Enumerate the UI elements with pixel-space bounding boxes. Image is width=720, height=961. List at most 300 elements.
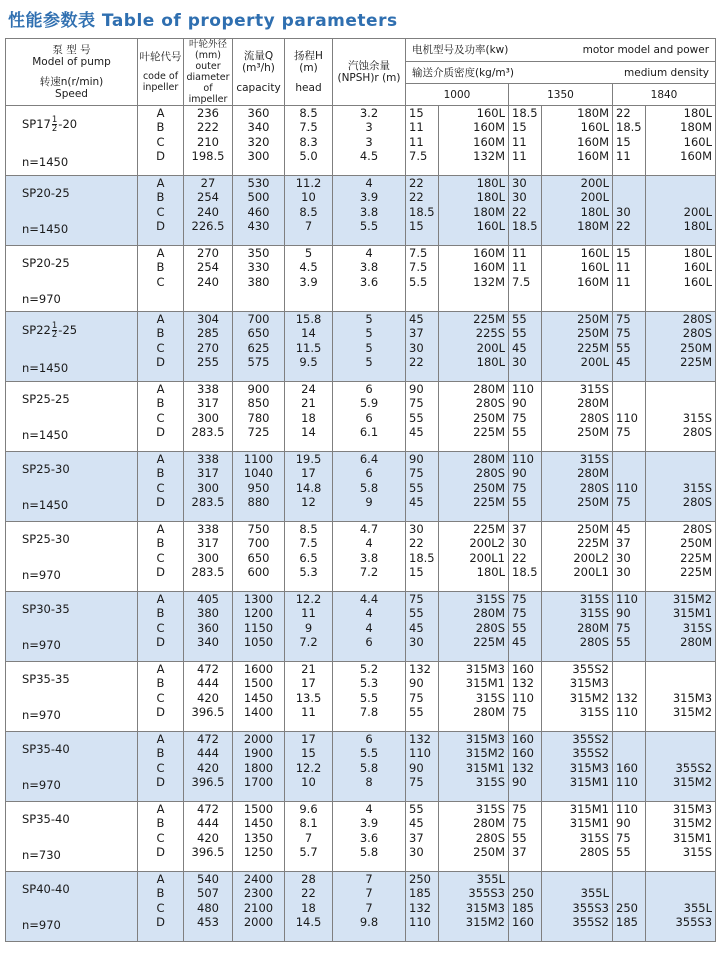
motor-1350: 355S2 <box>572 732 609 746</box>
head: 28 <box>301 872 316 886</box>
power-1350: 11 <box>512 134 527 149</box>
capacity: 2000 <box>243 915 274 930</box>
motor-1350: 200L <box>580 190 609 205</box>
motor-1840: 180L <box>683 246 713 260</box>
power-1350-cell <box>509 802 542 872</box>
motor-1840-cell <box>646 522 716 592</box>
impeller-dia: 380 <box>197 606 219 621</box>
power-1000-cell <box>406 176 439 246</box>
impeller-dia: 210 <box>197 134 219 149</box>
impeller-dia: 240 <box>197 204 219 219</box>
impeller-dia: 420 <box>197 830 219 845</box>
power-1840: 75 <box>616 620 631 635</box>
capacity: 900 <box>247 382 270 396</box>
npsh: 3.8 <box>359 204 379 219</box>
motor-1350: 180M <box>577 219 609 234</box>
power-1000: 7.5 <box>409 149 428 164</box>
impeller-dia: 285 <box>197 326 219 341</box>
motor-1350-cell <box>542 452 613 522</box>
power-1000: 132 <box>409 662 431 676</box>
power-1840: 75 <box>616 425 631 440</box>
motor-1350-cell <box>542 732 613 802</box>
power-1350: 75 <box>512 480 527 495</box>
npsh: 6.1 <box>359 425 379 440</box>
power-1000: 90 <box>409 382 424 396</box>
motor-1000: 280M <box>473 382 505 396</box>
capacity: 1450 <box>243 816 274 831</box>
pump-speed: n=1450 <box>22 498 69 512</box>
power-1000: 90 <box>409 760 424 775</box>
motor-1840 <box>646 396 712 410</box>
capacity-cell <box>233 452 285 522</box>
power-1840-cell <box>613 732 646 802</box>
power-1000-cell <box>406 452 439 522</box>
power-1840 <box>616 676 645 690</box>
head: 11.5 <box>295 340 322 355</box>
motor-1840: 355S3 <box>675 915 713 930</box>
power-1840: 110 <box>616 775 638 790</box>
impeller-code: B <box>156 606 165 621</box>
impeller-dia: 283.5 <box>191 565 225 580</box>
power-1350: 75 <box>512 816 527 831</box>
impeller-dia: 198.5 <box>191 149 225 164</box>
impeller-dia: 444 <box>197 676 219 691</box>
power-1840: 30 <box>616 565 631 580</box>
impeller-code-cell <box>138 312 184 382</box>
power-1840: 45 <box>616 355 631 370</box>
power-1840: 11 <box>616 149 631 164</box>
motor-1840-cell <box>646 246 716 312</box>
motor-1840 <box>646 190 712 204</box>
motor-1000: 280S <box>475 466 505 481</box>
impeller-code: C <box>156 900 165 915</box>
head-cell <box>285 872 333 942</box>
power-1840: 110 <box>616 802 638 816</box>
motor-1000-cell <box>439 732 509 802</box>
pump-speed: n=1450 <box>22 428 69 442</box>
motor-1350-cell <box>542 872 613 942</box>
motor-1000: 280M <box>473 816 505 831</box>
npsh: 7 <box>365 900 373 915</box>
capacity: 530 <box>247 176 270 190</box>
header-model: 泵 型 号 Model of pump 转速n(r/min) Speed <box>6 39 138 106</box>
motor-1840: 180L <box>683 106 713 120</box>
power-1000-cell <box>406 522 439 592</box>
power-1350: 160 <box>512 746 534 761</box>
motor-1000: 315M3 <box>465 662 505 676</box>
pump-speed: n=970 <box>22 778 61 792</box>
motor-1350: 225M <box>577 536 609 551</box>
motor-1840: 200L <box>683 204 713 219</box>
power-1000: 110 <box>409 746 431 761</box>
impeller-dia: 236 <box>197 106 219 120</box>
power-1000-cell <box>406 802 439 872</box>
motor-1000: 280M <box>473 705 505 720</box>
motor-1840-cell <box>646 106 716 176</box>
power-1840-cell <box>613 802 646 872</box>
motor-1840-cell <box>646 312 716 382</box>
impeller-dia: 396.5 <box>191 775 225 790</box>
power-1000: 55 <box>409 606 424 621</box>
capacity: 330 <box>247 260 270 275</box>
power-1000: 30 <box>409 635 424 650</box>
power-1840: 75 <box>616 326 631 341</box>
power-1350: 75 <box>512 802 527 816</box>
motor-1350: 315M3 <box>569 676 609 691</box>
motor-1840: 315S <box>682 845 713 860</box>
motor-1350: 315S <box>579 382 609 396</box>
npsh: 6 <box>365 732 373 746</box>
motor-1350: 160L <box>580 260 609 275</box>
impeller-dia: 338 <box>197 522 219 536</box>
head: 15.8 <box>295 312 322 326</box>
npsh: 6 <box>365 635 373 650</box>
property-table <box>5 38 716 942</box>
npsh-cell <box>333 592 406 662</box>
motor-1350: 250M <box>577 495 609 510</box>
npsh-cell <box>333 176 406 246</box>
power-1840: 90 <box>616 606 631 621</box>
pump-model-cell <box>6 106 138 176</box>
power-1840: 110 <box>616 705 638 720</box>
power-1000: 22 <box>409 190 424 205</box>
table-row <box>6 312 716 382</box>
motor-1840: 225M <box>680 565 713 580</box>
pump-model-cell <box>6 452 138 522</box>
head: 21 <box>301 396 316 411</box>
motor-1840: 315S <box>682 480 713 495</box>
power-1000: 45 <box>409 495 424 510</box>
power-1000-cell <box>406 592 439 662</box>
power-1840: 250 <box>616 900 638 915</box>
motor-1840-cell <box>646 662 716 732</box>
impeller-code: B <box>156 536 165 551</box>
impeller-code: D <box>156 149 165 164</box>
power-1840 <box>616 746 645 760</box>
power-1000-cell <box>406 312 439 382</box>
capacity: 1900 <box>243 746 274 761</box>
power-1000: 22 <box>409 355 424 370</box>
pump-model-cell <box>6 522 138 592</box>
capacity: 380 <box>247 274 270 289</box>
motor-1000: 225M <box>473 635 505 650</box>
power-1350: 30 <box>512 176 527 190</box>
power-1840-cell <box>613 522 646 592</box>
head: 10 <box>301 775 316 790</box>
motor-1350: 315M2 <box>569 690 609 705</box>
motor-1000: 200L2 <box>469 536 505 551</box>
power-1350: 110 <box>512 690 534 705</box>
impeller-dia-cell <box>184 662 233 732</box>
motor-1000: 160M <box>473 134 505 149</box>
pump-model: SP30-35 <box>22 602 70 616</box>
power-1350: 37 <box>512 845 527 860</box>
motor-1000: 160L <box>476 106 505 120</box>
motor-1000: 355S3 <box>468 886 505 901</box>
head-cell <box>285 312 333 382</box>
table-row <box>6 522 716 592</box>
pump-model: SP35-40 <box>22 812 70 826</box>
motor-1000: 132M <box>473 274 505 289</box>
capacity: 360 <box>247 106 270 120</box>
motor-1840: 160M <box>680 149 713 164</box>
power-1000: 5.5 <box>409 274 428 289</box>
power-1000: 110 <box>409 915 431 930</box>
power-1350: 11 <box>512 246 527 260</box>
power-1350: 22 <box>512 204 527 219</box>
motor-1350-cell <box>542 522 613 592</box>
capacity: 1500 <box>243 676 274 691</box>
motor-1350: 315M1 <box>569 775 609 790</box>
power-1840: 90 <box>616 816 631 831</box>
power-1350-cell <box>509 522 542 592</box>
power-1000: 15 <box>409 106 424 120</box>
power-1000-cell <box>406 872 439 942</box>
motor-1000: 225S <box>475 326 505 341</box>
head-cell <box>285 382 333 452</box>
motor-1840-cell <box>646 802 716 872</box>
head: 8.5 <box>299 522 318 536</box>
power-1840 <box>616 176 645 190</box>
motor-1000: 200L1 <box>469 550 505 565</box>
pump-model: SP25-25 <box>22 392 70 406</box>
capacity: 2300 <box>243 886 274 901</box>
motor-1350: 315M1 <box>569 816 609 831</box>
power-1000: 22 <box>409 536 424 551</box>
pump-model: SP35-40 <box>22 742 70 756</box>
motor-1000: 160L <box>476 219 505 234</box>
impeller-code: A <box>156 246 165 260</box>
motor-1840 <box>646 452 712 466</box>
impeller-code: B <box>156 816 165 831</box>
power-1840: 110 <box>616 480 638 495</box>
impeller-dia-cell <box>184 522 233 592</box>
motor-1000-cell <box>439 522 509 592</box>
power-1000: 250 <box>409 872 431 886</box>
impeller-dia: 396.5 <box>191 845 225 860</box>
pump-model: SP25-30 <box>22 462 70 476</box>
motor-1840: 280S <box>682 326 713 341</box>
motor-1840 <box>646 662 712 676</box>
power-1000-cell <box>406 382 439 452</box>
power-1840: 75 <box>616 830 631 845</box>
impeller-dia-cell <box>184 592 233 662</box>
capacity: 725 <box>247 425 270 440</box>
header-density-1350: 1350 <box>509 84 613 106</box>
impeller-dia: 405 <box>197 592 219 606</box>
head: 22 <box>301 886 316 901</box>
motor-1000: 355L <box>476 872 505 886</box>
npsh: 5.8 <box>359 845 379 860</box>
power-1840 <box>616 382 645 396</box>
capacity: 1800 <box>243 760 274 775</box>
npsh: 5.2 <box>359 662 379 676</box>
impeller-code: C <box>156 550 165 565</box>
motor-1840: 180M <box>680 120 713 135</box>
motor-1840: 315M2 <box>672 705 713 720</box>
fraction: $\frac{1}{2}$ <box>51 115 58 134</box>
npsh: 5.5 <box>359 690 379 705</box>
motor-1000: 315M1 <box>465 676 505 691</box>
capacity-cell <box>233 382 285 452</box>
power-1350-cell <box>509 732 542 802</box>
pump-model-cell <box>6 176 138 246</box>
power-1350: 45 <box>512 635 527 650</box>
motor-1840-cell <box>646 732 716 802</box>
impeller-dia-cell <box>184 106 233 176</box>
head: 7.5 <box>299 120 318 135</box>
motor-1000: 250M <box>473 480 505 495</box>
power-1840: 110 <box>616 410 638 425</box>
head: 8.5 <box>299 204 318 219</box>
motor-1840: 250M <box>680 340 713 355</box>
motor-1840 <box>646 466 712 480</box>
npsh: 4 <box>365 536 373 551</box>
power-1350-cell <box>509 872 542 942</box>
impeller-code: C <box>156 134 165 149</box>
power-1000-cell <box>406 246 439 312</box>
impeller-code: A <box>156 592 165 606</box>
pump-speed: n=970 <box>22 708 61 722</box>
impeller-code-cell <box>138 662 184 732</box>
impeller-dia: 338 <box>197 452 219 466</box>
impeller-code: B <box>156 190 165 205</box>
motor-1840: 225M <box>680 355 713 370</box>
motor-1840: 315M2 <box>672 775 713 790</box>
motor-1000-cell <box>439 106 509 176</box>
power-1350: 55 <box>512 312 527 326</box>
pump-speed: n=970 <box>22 918 61 932</box>
motor-1840: 315S <box>682 410 713 425</box>
motor-1840: 355L <box>683 900 713 915</box>
power-1350: 30 <box>512 536 527 551</box>
capacity: 1200 <box>243 606 274 621</box>
impeller-code: A <box>156 176 165 190</box>
power-1350: 55 <box>512 495 527 510</box>
npsh: 4 <box>365 606 373 621</box>
capacity-cell <box>233 872 285 942</box>
pump-speed: n=1450 <box>22 361 69 375</box>
impeller-code: D <box>156 355 165 370</box>
motor-1350-cell <box>542 592 613 662</box>
npsh: 5 <box>365 340 373 355</box>
npsh: 6 <box>365 466 373 481</box>
pump-model: SP20-25 <box>22 256 70 270</box>
power-1000: 7.5 <box>409 246 428 260</box>
motor-1000-cell <box>439 176 509 246</box>
head: 14 <box>301 326 316 341</box>
npsh: 7 <box>365 886 373 901</box>
impeller-dia: 304 <box>197 312 219 326</box>
power-1000: 75 <box>409 466 424 481</box>
power-1840 <box>616 466 645 480</box>
impeller-code: C <box>156 410 165 425</box>
motor-1840: 315M2 <box>672 592 713 606</box>
npsh: 5.8 <box>359 760 379 775</box>
power-1000: 55 <box>409 480 424 495</box>
header-density-1000: 1000 <box>406 84 509 106</box>
impeller-dia-cell <box>184 176 233 246</box>
motor-1350: 280M <box>577 620 609 635</box>
npsh: 5.5 <box>359 219 379 234</box>
capacity: 2000 <box>243 732 274 746</box>
power-1350: 37 <box>512 522 527 536</box>
impeller-code: B <box>156 886 165 901</box>
capacity-cell <box>233 662 285 732</box>
power-1000: 75 <box>409 396 424 411</box>
head-cell <box>285 732 333 802</box>
table-row <box>6 382 716 452</box>
impeller-code: B <box>156 120 165 135</box>
motor-1000: 180L <box>476 176 505 190</box>
motor-1000: 315S <box>475 592 505 606</box>
npsh: 9 <box>365 495 373 510</box>
impeller-dia-cell <box>184 732 233 802</box>
power-1000: 18.5 <box>409 550 435 565</box>
npsh: 3 <box>365 134 373 149</box>
power-1840 <box>616 872 645 886</box>
capacity: 650 <box>247 550 270 565</box>
impeller-dia: 340 <box>197 635 219 650</box>
power-1000: 30 <box>409 845 424 860</box>
npsh: 3.6 <box>359 274 379 289</box>
npsh-cell <box>333 312 406 382</box>
motor-1000: 315M2 <box>465 746 505 761</box>
motor-1840: 180L <box>683 219 713 234</box>
power-1000: 30 <box>409 522 424 536</box>
motor-1000-cell <box>439 802 509 872</box>
pump-speed: n=970 <box>22 638 61 652</box>
impeller-code-cell <box>138 802 184 872</box>
head: 13.5 <box>295 690 322 705</box>
impeller-dia: 283.5 <box>191 495 225 510</box>
motor-1840 <box>646 176 712 190</box>
power-1840: 160 <box>616 760 638 775</box>
power-1350: 110 <box>512 382 534 396</box>
impeller-code: D <box>156 845 165 860</box>
head: 24 <box>301 382 316 396</box>
npsh: 5.9 <box>359 396 379 411</box>
motor-1000: 225M <box>473 495 505 510</box>
head-cell <box>285 522 333 592</box>
head: 5.7 <box>299 845 318 860</box>
impeller-code: D <box>156 635 165 650</box>
pump-speed: n=730 <box>22 848 61 862</box>
power-1350: 75 <box>512 592 527 606</box>
impeller-code: A <box>156 732 165 746</box>
power-1350: 55 <box>512 326 527 341</box>
motor-1350: 280M <box>577 466 609 481</box>
head: 11.2 <box>295 176 322 190</box>
impeller-code: B <box>156 396 165 411</box>
npsh: 4 <box>365 620 373 635</box>
motor-1000: 315M3 <box>465 732 505 746</box>
pump-model-cell <box>6 246 138 312</box>
power-1350: 45 <box>512 340 527 355</box>
head: 18 <box>301 900 316 915</box>
impeller-dia-cell <box>184 802 233 872</box>
head: 7.5 <box>299 536 318 551</box>
power-1350: 55 <box>512 830 527 845</box>
motor-1350: 200L <box>580 355 609 370</box>
impeller-dia: 420 <box>197 690 219 705</box>
capacity: 350 <box>247 246 270 260</box>
power-1350: 90 <box>512 466 527 481</box>
capacity: 780 <box>247 410 270 425</box>
head: 15 <box>301 746 316 761</box>
motor-1840 <box>646 746 712 760</box>
power-1000: 75 <box>409 592 424 606</box>
